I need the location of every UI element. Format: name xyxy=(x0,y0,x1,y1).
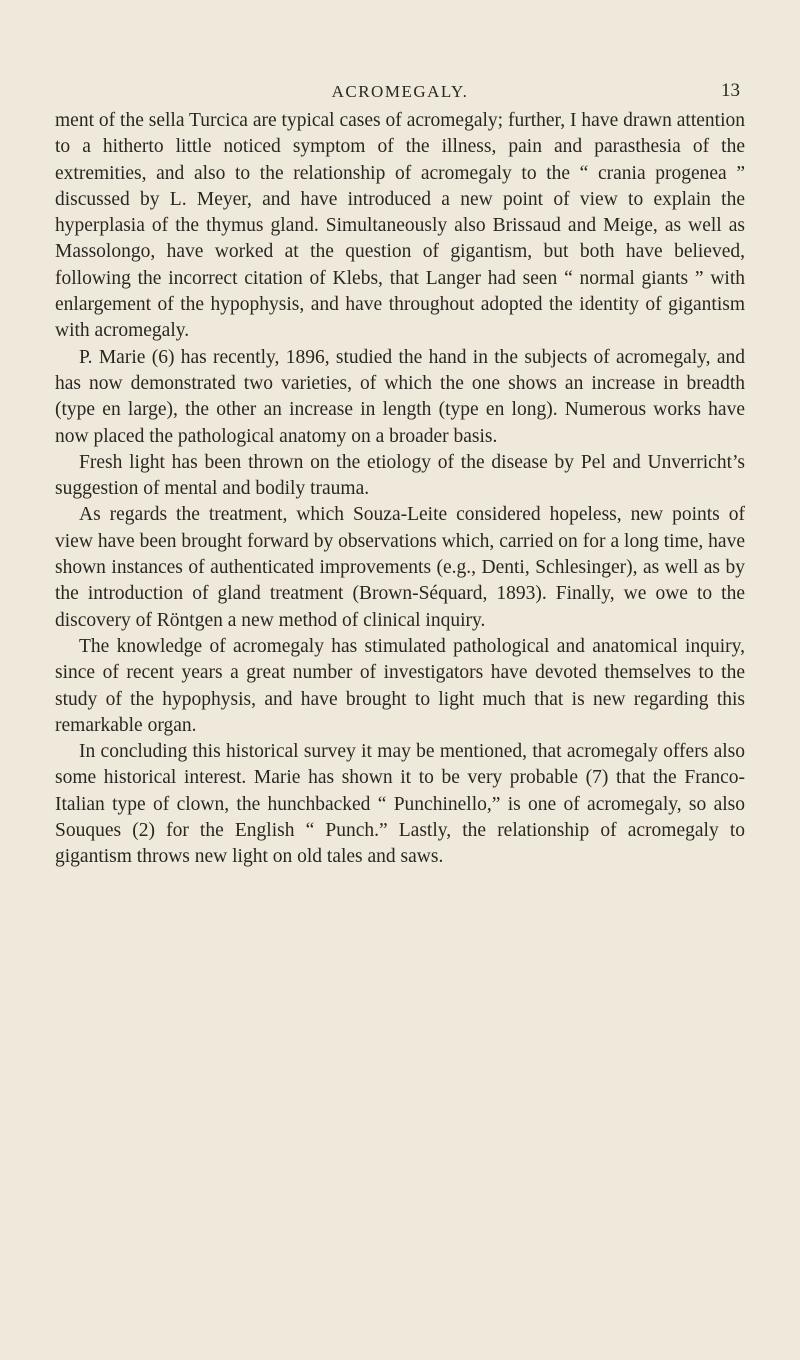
running-title: ACROMEGALY. xyxy=(331,82,469,101)
paragraph-continuation: ment of the sella Turcica are typical cases of acromegaly; further, I have drawn attention to a hitherto little noticed symptom of the illness, pain and parasthesia of the extremities, and also to the relationship of acromegaly to the “ crania progenea ” discussed by L. Meyer, and have introduced a new point of view to explain the hyperplasia of the thymus gland. Simultaneously also Brissaud and Meige, as well as Massolongo, have worked at the question of gigantism, but both have believed, following the incorrect citation of Klebs, that Langer had seen “ normal giants ” with enlargement of the hypophysis, and have throughout adopted the identity of gigantism with acromegaly. xyxy=(55,110,745,342)
paragraph-marie-hand: P. Marie (6) has recently, 1896, studied the hand in the subjects of acromegaly, and has now demonstrated two varieties, of which the one shows an increase in breadth (type en large), the other an increase in length (type en long). Numerous works have now placed the pathological anatomy on a broader basis. xyxy=(55,346,745,447)
paragraph-etiology: Fresh light has been thrown on the etiology of the disease by Pel and Unverricht’s suggestion of mental and bodily trauma. xyxy=(55,451,745,500)
page-number: 13 xyxy=(721,80,740,101)
paragraph-treatment: As regards the treatment, which Souza-Leite considered hopeless, new points of view have been brought forward by observations which, carried on for a long time, have shown instances of authenticated improvements (e.g., Denti, Schlesinger), as well as by the introduction of gland treatment (Brown-Séquard, 1893). Finally, we owe to the discovery of Röntgen a new method of clinical inquiry. xyxy=(55,504,745,631)
paragraph-knowledge: The knowledge of acromegaly has stimulated pathological and anatomical inquiry, since of recent years a great number of investigators have devoted themselves to the study of the hypophysis, and have brought to light much that is new regarding this remarkable organ. xyxy=(55,635,745,736)
paragraph-conclusion: In concluding this historical survey it may be mentioned, that acromegaly offers also some historical interest. Marie has shown it to be very probable (7) that the Franco-Italian type of clown, the hunchbacked “ Punchinello,” is one of acromegaly, so also Souques (2) for the English “ Punch.” Lastly, the relationship of acromegaly to gigantism throws new light on old tales and saws. xyxy=(55,741,745,868)
body-text xyxy=(55,108,745,871)
running-head xyxy=(0,82,800,106)
